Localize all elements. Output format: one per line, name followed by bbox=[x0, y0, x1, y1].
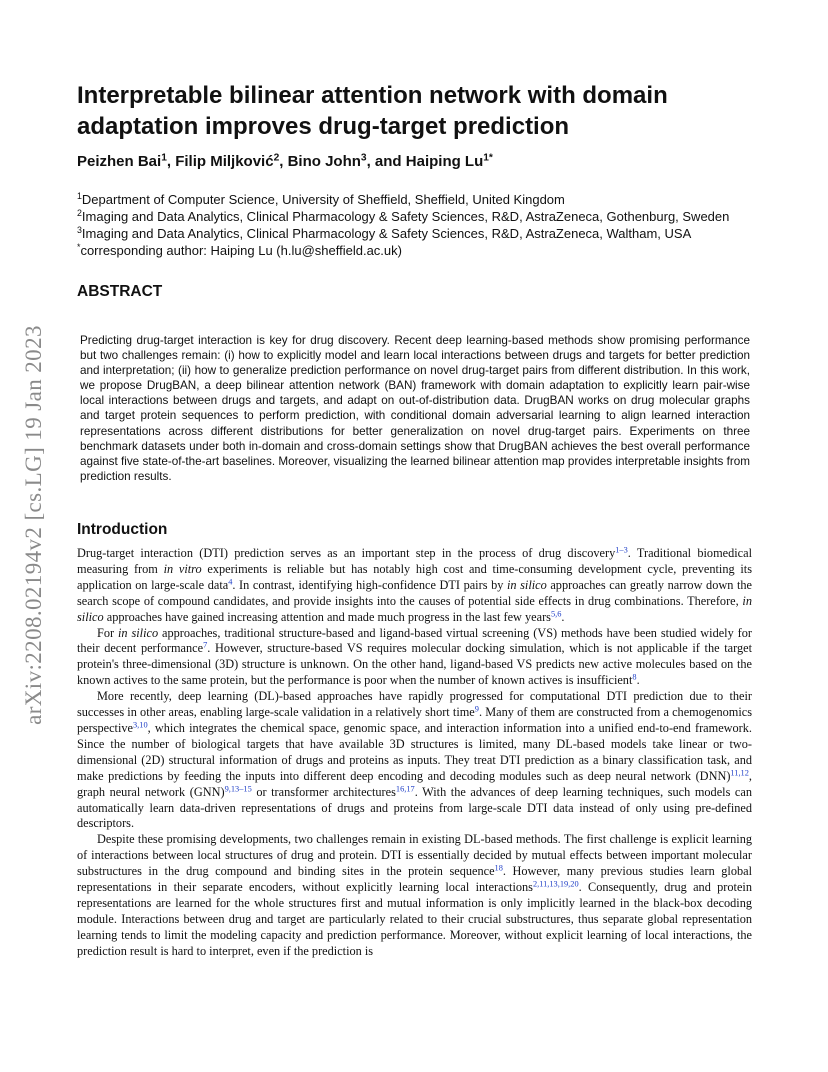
affiliation-text: Department of Computer Science, University of Sheffield, Sheffield, United Kingdom bbox=[81, 192, 565, 207]
body-text: . bbox=[561, 609, 565, 624]
author-affil-mark: 1* bbox=[483, 152, 493, 164]
citation-link[interactable]: 2,11,13,19,20 bbox=[532, 879, 579, 889]
body-text: experiments is reliable but has notably high cost and time-consuming development cycle, preventing its application on large-scale data bbox=[77, 561, 752, 592]
body-text: approaches can greatly narrow down the search scope of compound candidates, and provide insights into the causes of potential side effects in drug combinations. Therefore, bbox=[77, 577, 752, 608]
paragraph bbox=[77, 626, 752, 690]
affiliation-text: Imaging and Data Analytics, Clinical Pharmacology & Safety Sciences, R&D, AstraZeneca, Gothenburg, Sweden bbox=[81, 209, 730, 224]
abstract-heading: ABSTRACT bbox=[77, 283, 163, 300]
body-text: . However, many previous studies learn global representations in their separate encoders, without explicitly learning local interactions bbox=[77, 864, 753, 895]
introduction-body bbox=[77, 546, 752, 960]
paper-title: Interpretable bilinear attention network with domain adaptation improves drug-target prediction bbox=[77, 82, 668, 140]
body-text: , which integrates the chemical space, genomic space, and interaction information into a unified end-to-end framework. Since the number of biological targets that have available 3D structures is limited, many DL-based models take linear or two-dimensional (2D) structural information of drugs and proteins as inputs. They treat DTI prediction as a binary classification task, and make predictions by feeding the inputs into different deep encoding and decoding modules such as deep neural network (DNN) bbox=[77, 720, 752, 783]
body-text: , graph neural network (GNN) bbox=[77, 768, 752, 799]
body-text: . However, structure-based VS requires molecular docking simulation, which is not applicable if the target protein's three-dimensional (3D) structure is unknown. On the other hand, ligand-based VS predicts new active molecules based on the known actives to the same protein, but the performance is poor when the number of known actives is insufficient bbox=[77, 641, 752, 688]
author-list: Peizhen Bai$^1$, Filip Miljković$^2$, Bino John$^3$, and Haiping $Lu^{1*}$ bbox=[77, 152, 493, 170]
body-text: . In contrast, identifying high-confidence DTI pairs by bbox=[232, 577, 507, 592]
affiliation-mark: 1 bbox=[77, 191, 82, 202]
italic-term: in silico bbox=[506, 577, 547, 592]
citation-link[interactable]: 9,13–15 bbox=[224, 784, 252, 793]
arxiv-sidebar bbox=[0, 0, 64, 1072]
citation-link[interactable]: 7 bbox=[203, 640, 208, 650]
citation-link[interactable]: 3,10 bbox=[133, 720, 148, 730]
body-text: . bbox=[636, 673, 640, 688]
citation-link[interactable]: 1–3 bbox=[615, 545, 628, 555]
affiliation-line bbox=[77, 191, 729, 208]
arxiv-identifier: arXiv:2208.02194v2 [cs.LG] 19 Jan 2023 bbox=[21, 325, 46, 725]
body-text: . Consequently, drug and protein representations are learned for the whole structures first and mutual information is only implicitly learned in the black-box decoding module. Interactions between drug and target are particularly related to their crucial substructures, thus separate global representation learning tends to limit the modeling capacity and prediction performance. Moreover, without explicit learning of local interactions, the prediction result is hard to interpret, even if the prediction is bbox=[77, 880, 752, 958]
citation-link[interactable]: 5,6 bbox=[550, 609, 562, 619]
body-text: approaches, traditional structure-based and ligand-based virtual screening (VS) methods have been studied widely for their decent performance bbox=[77, 625, 752, 656]
citation-link[interactable]: 16,17 bbox=[395, 784, 415, 793]
body-text: For bbox=[97, 625, 118, 640]
italic-term: in silico bbox=[77, 593, 752, 624]
citation-link[interactable]: 8 bbox=[632, 672, 637, 682]
affiliation-line bbox=[77, 225, 729, 242]
italic-term: in vitro bbox=[163, 561, 202, 576]
italic-term: in silico bbox=[118, 625, 159, 640]
citation-link[interactable]: 4 bbox=[228, 577, 233, 587]
author-affil-mark: 2 bbox=[273, 152, 280, 164]
affiliation-mark: 3 bbox=[77, 225, 82, 236]
body-text: Despite these promising developments, two challenges remain in existing DL-based methods. The first challenge is explicit learning of interactions between local structures of drug and protein. DTI is essentially decided by mutual effects between important molecular substructures in the drug compound and binding sites in the protein sequence bbox=[77, 832, 752, 879]
affiliation-list bbox=[77, 191, 729, 259]
citation-link[interactable]: 9 bbox=[474, 704, 479, 714]
citation-link[interactable]: 18 bbox=[494, 863, 503, 873]
author-name: Bino John bbox=[287, 153, 361, 170]
body-text: . With the advances of deep learning techniques, such models can automatically learn data-driven representations of drugs and proteins from large-scale DTI data instead of only using pre-defined descriptors. bbox=[77, 784, 753, 831]
body-text: . Traditional biomedical measuring from bbox=[77, 546, 752, 576]
affiliation-mark: * bbox=[77, 242, 81, 253]
paragraph bbox=[77, 546, 752, 626]
body-text: approaches have gained increasing attention and made much progress in the last few years bbox=[103, 609, 551, 624]
corresponding-author-text: corresponding author: Haiping Lu (h.lu@sheffield.ac.uk) bbox=[80, 243, 402, 258]
corresponding-author-line bbox=[77, 242, 729, 259]
body-text: . Many of them are constructed from a chemogenomics perspective bbox=[77, 705, 752, 735]
paragraph bbox=[77, 832, 752, 959]
affiliation-text: Imaging and Data Analytics, Clinical Pharmacology & Safety Sciences, R&D, AstraZeneca, Waltham, USA bbox=[81, 226, 692, 241]
author-name: Peizhen Bai bbox=[77, 153, 162, 170]
author-name: Haiping Lu bbox=[405, 153, 484, 170]
introduction-heading: Introduction bbox=[77, 521, 168, 538]
body-text: Drug-target interaction (DTI) prediction serves as an important step in the process of drug discovery bbox=[77, 546, 616, 560]
paragraph bbox=[77, 689, 752, 832]
author-name: Filip Miljković bbox=[175, 153, 274, 170]
affiliation-mark: 2 bbox=[77, 208, 82, 219]
citation-link[interactable]: 11,12 bbox=[730, 768, 749, 778]
abstract-text: Predicting drug-target interaction is key for drug discovery. Recent deep learning-based methods show promising performance but two challenges remain: (i) how to explicitly model and learn local interactions between drugs and targets for better prediction and interpretation; (ii) how to generalize prediction performance on novel drug-target pairs from different distribution. In this work, we propose DrugBAN, a deep bilinear attention network (BAN) framework with domain adaptation to explicitly learn pair-wise local interactions between drugs and targets, and adapt on out-of-distribution data. DrugBAN works on drug molecular graphs and target protein sequences to perform prediction, with conditional domain adversarial learning to align learned interaction representations across different distributions for better generalization on novel drug-target pairs. Experiments on three benchmark datasets under both in-domain and cross-domain settings show that DrugBAN achieves the best overall performance against five state-of-the-art baselines. Moreover, visualizing the learned bilinear attention map provides interpretable insights from prediction results. bbox=[80, 334, 750, 483]
author-affil-mark: 3 bbox=[360, 152, 367, 164]
body-text: or transformer architectures bbox=[251, 784, 396, 799]
body-text: More recently, deep learning (DL)-based approaches have rapidly progressed for computational DTI prediction due to their successes in other areas, enabling large-scale validation in a relatively short time bbox=[77, 689, 752, 720]
affiliation-line bbox=[77, 208, 729, 225]
author-affil-mark: 1 bbox=[161, 152, 167, 164]
